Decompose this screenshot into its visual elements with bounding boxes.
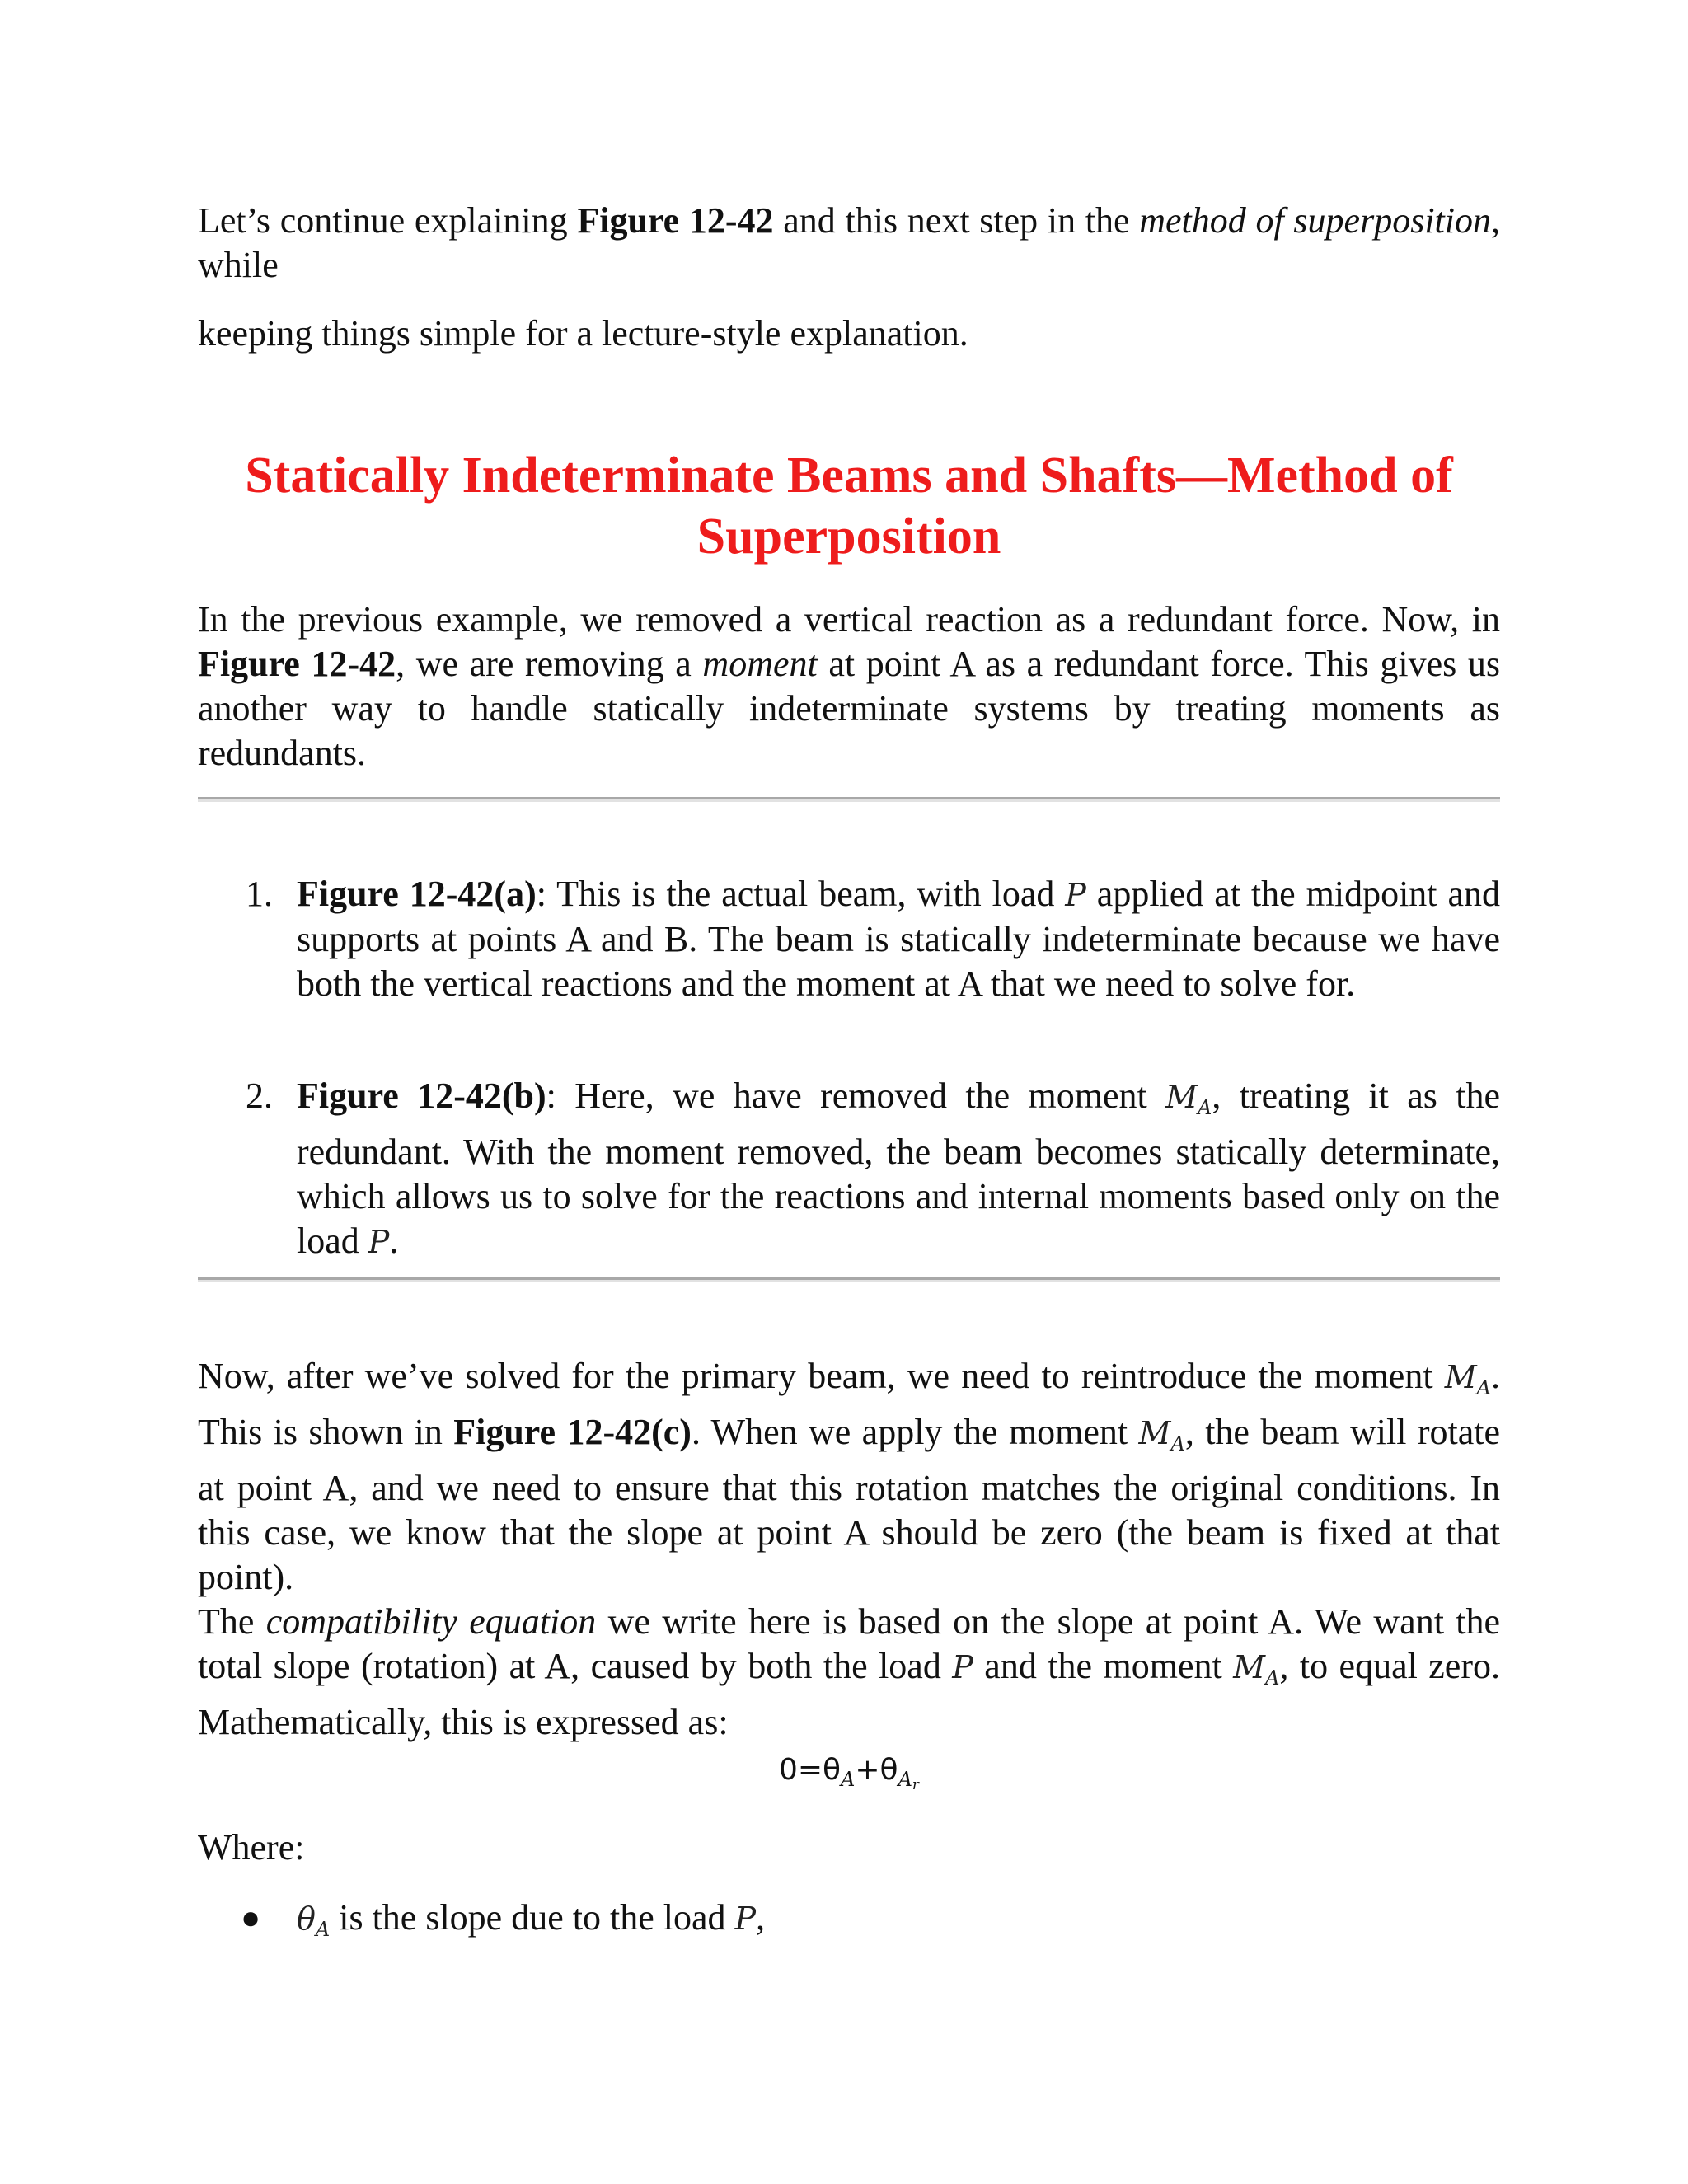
where-label: Where: — [198, 1827, 305, 1868]
figure-ref: Figure 12-42(c) — [453, 1412, 692, 1452]
list-number: 2. — [246, 1076, 273, 1116]
intro-line-2: keeping things simple for a lecture-style explanation. — [198, 313, 968, 354]
moment-term: moment — [702, 644, 818, 684]
load-symbol: P — [952, 1649, 973, 1685]
moment-symbol: $M_A$ — [1444, 1359, 1491, 1399]
compatibility-equation: $0=\theta_A+\theta_{Ar}$ — [778, 1753, 920, 1793]
horizontal-rule — [198, 1277, 1500, 1282]
slope-symbol: $\theta_A$ — [297, 1900, 331, 1941]
figure-ref: Figure 12-42(b) — [297, 1076, 546, 1116]
intro-line-1: Let’s continue explaining Figure 12-42 and this next step in the method of superposition, while — [198, 200, 1500, 285]
bullet-icon: ● — [241, 1899, 261, 1936]
method-term: method of superposition — [1139, 200, 1491, 241]
moment-symbol: $M_A$ — [1165, 1079, 1212, 1119]
load-symbol: P — [368, 1224, 390, 1260]
load-symbol: P — [1065, 877, 1086, 913]
previous-example-paragraph: In the previous example, we removed a vertical reaction as a redundant force. Now, in Figure 12-42, we are removing a moment at point A as a redundant force. This gives us another way to handle statically indeterminate systems by treating moments as redundants. — [198, 599, 1500, 773]
list-item-text: Figure 12-42(b): Here, we have removed the moment $M_A$, treating it as the redundant. With the moment removed, the beam becomes statically determinate, which allows us to solve for the reactions and internal moments based only on the load P. — [297, 1076, 1501, 1261]
reintroduce-moment-paragraph: Now, after we’ve solved for the primary beam, we need to reintroduce the moment $M_A$. This is shown in Figure 12-42(c). When we apply the moment $M_A$, the beam will rotate at point A, and we need to ensure that this rotation matches the original conditions. In this case, we know that the slope at point A should be zero (the beam is fixed at that point). — [198, 1356, 1500, 1597]
figure-ref: Figure 12-42 — [198, 644, 396, 684]
compatibility-term: compatibility equation — [265, 1601, 597, 1642]
horizontal-rule — [198, 797, 1500, 802]
moment-symbol: $M_A$ — [1233, 1649, 1280, 1690]
list-item-text: Figure 12-42(a): This is the actual beam, with load P applied at the midpoint and supports at points A and B. The beam is statically indeterminate because we have both the vertical reactions and the moment at A that we need to solve for. — [297, 874, 1500, 1004]
figure-ref: Figure 12-42 — [577, 200, 774, 241]
section-heading: Statically Indeterminate Beams and Shafts—Method of Superposition — [245, 448, 1453, 565]
figure-ref: Figure 12-42(a) — [297, 874, 537, 914]
moment-symbol: $M_A$ — [1138, 1415, 1185, 1455]
compatibility-paragraph: The compatibility equation we write here is based on the slope at point A. We want the total slope (rotation) at A, caused by both the load P and the moment $M_A$, to equal zero. Mathematically, this is expressed as: — [198, 1601, 1501, 1742]
list-item-text: $\theta_A$ is the slope due to the load P, — [297, 1897, 766, 1941]
list-number: 1. — [246, 874, 273, 914]
load-symbol: P — [734, 1900, 757, 1937]
